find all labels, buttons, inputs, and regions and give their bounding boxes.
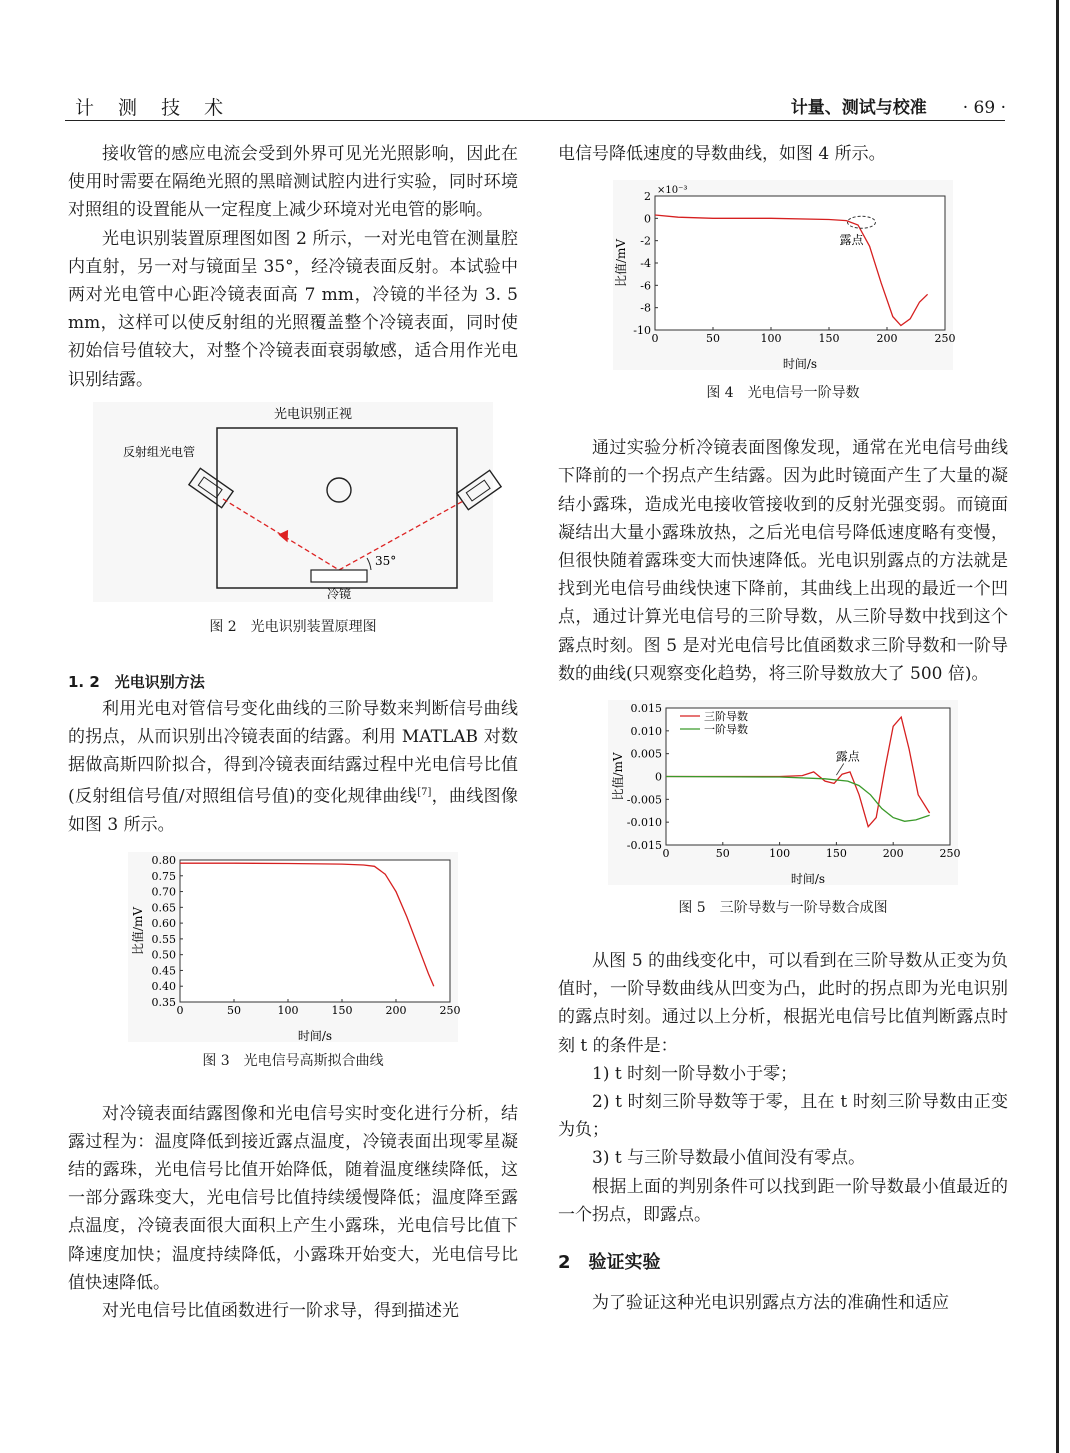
- running-header: [791, 93, 1006, 118]
- y-tick-label: 0: [644, 212, 651, 226]
- y-tick-label: 0.010: [630, 724, 662, 738]
- y-tick-label: -0.005: [626, 793, 662, 807]
- y-tick-label: 0.35: [151, 995, 176, 1009]
- paragraph: 从图 5 的曲线变化中，可以看到在三阶导数从正变为负值时，一阶导数曲线从凹变为凸，此时的拐点即为光电识别的露点时刻。通过以上分析，根据光电信号比值判断露点时刻 t 的条件是：: [558, 951, 1008, 1056]
- y-tick-label: 0.70: [151, 885, 176, 899]
- x-tick-label: 0: [662, 847, 670, 861]
- diagram-title: 光电识别正视: [273, 406, 353, 422]
- y-tick-label: -10: [633, 324, 651, 338]
- y-tick-label: 2: [644, 190, 651, 204]
- y-tick-label: 0.60: [151, 916, 176, 930]
- figure-3-chart: [128, 852, 461, 1043]
- y-tick-label: -6: [640, 279, 651, 293]
- legend-label-1: 一阶导数: [704, 723, 748, 737]
- x-tick-label: 100: [769, 847, 791, 861]
- condition-1: 1) t 时刻一阶导数小于零；: [592, 1063, 798, 1084]
- y-tick-label: -0.010: [626, 816, 662, 830]
- y-axis-label: 比值/mV: [131, 906, 145, 955]
- paragraph: 通过实验分析冷镜表面图像发现，通常在光电信号曲线下降前的一个拐点产生结露。因为此时镜面产生了大量的凝结小露珠，造成光电接收管接收到的反射光强变弱。而镜面凝结出大量小露珠放热，之后光电信号降低速度略有变慢，但很快随着露珠变大而快速降低。光电识别露点的方法就是找到光电信号曲线快速下降前，其曲线上出现的最近一个凹点，通过计算光电信号的三阶导数，从三阶导数中找到这个露点时刻。图 5 是对光电信号比值函数求三阶导数和一阶导数的曲线(只观察变化趋势，将三阶导数放大了 500 倍)。: [558, 438, 1008, 684]
- dew-point-label: 露点: [835, 749, 860, 764]
- legend-label-0: 三阶导数: [704, 710, 748, 724]
- cold-mirror: [311, 570, 367, 582]
- condition-2: 2) t 时刻三阶导数等于零，且在 t 时刻三阶导数由正变为负；: [558, 1092, 1008, 1141]
- paragraph: 根据上面的判别条件可以找到距一阶导数最小值最近的一个拐点，即露点。: [558, 1176, 1008, 1225]
- y-tick-label: -4: [640, 257, 651, 271]
- section-heading-1-2: 1. 2 光电识别方法: [68, 672, 205, 691]
- y-tick-label: 0.45: [151, 963, 176, 977]
- journal-name: 计 测 技 术: [75, 97, 233, 119]
- x-tick-label: 200: [385, 1003, 407, 1017]
- x-tick-label: 250: [934, 332, 956, 346]
- plot-area: [655, 196, 945, 330]
- paragraph: 为了验证这种光电识别露点方法的准确性和适应: [592, 1293, 949, 1314]
- paragraph: 接收管的感应电流会受到外界可见光光照影响，因此在使用时需要在隔绝光照的黑暗测试腔内进行实验，同时环境对照组的设置能从一定程度上减少环境对光电管的影响。: [68, 144, 518, 221]
- x-tick-label: 0: [176, 1003, 184, 1017]
- y-tick-label: 0.75: [151, 869, 176, 883]
- x-tick-label: 0: [651, 332, 659, 346]
- paragraph: 对冷镜表面结露图像和光电信号实时变化进行分析，结露过程为：温度降低到接近露点温度，冷镜表面出现零星凝结的露珠，光电信号比值开始降低，随着温度继续降低，这一部分露珠变大，光电信号比值持续缓慢降低；温度降至露点温度，冷镜表面很大面积上产生小露珠，光电信号比值下降速度加快；温度持续降低，小露珠开始变大，光电信号比值快速降低。: [68, 1103, 518, 1293]
- y-axis-label: 比值/mV: [614, 239, 628, 288]
- x-tick-label: 50: [706, 332, 720, 346]
- paragraph: 电信号降低速度的导数曲线，如图 4 所示。: [558, 144, 886, 164]
- figure-4-caption: 图 4 光电信号一阶导数: [706, 385, 860, 402]
- condition-3: 3) t 与三阶导数最小值间没有零点。: [592, 1148, 866, 1169]
- x-axis-label: 时间/s: [782, 357, 818, 372]
- x-tick-label: 200: [882, 847, 904, 861]
- x-tick-label: 200: [876, 332, 898, 346]
- citation: [7]: [417, 787, 432, 799]
- figure-2-caption: 图 2 光电识别装置原理图: [209, 618, 377, 635]
- page-number: · 69 ·: [962, 98, 1006, 118]
- x-tick-label: 250: [439, 1003, 461, 1017]
- left-column: [68, 140, 518, 1325]
- y-tick-label: 0.80: [151, 853, 176, 867]
- header-rule: [65, 120, 1005, 121]
- x-tick-label: 150: [818, 332, 840, 346]
- section-title: 计量、测试与校准: [790, 98, 927, 118]
- x-tick-label: 250: [939, 847, 961, 861]
- section-heading-2: 2 验证实验: [558, 1252, 661, 1274]
- angle-label: 35°: [375, 553, 397, 568]
- y-tick-label: 0.50: [151, 948, 176, 962]
- y-tick-label: 0.65: [151, 900, 176, 914]
- figure-3-caption: 图 3 光电信号高斯拟合曲线: [202, 1052, 384, 1069]
- figure-5-caption: 图 5 三阶导数与一阶导数合成图: [678, 900, 888, 917]
- x-tick-label: 50: [715, 847, 730, 861]
- x-tick-label: 100: [277, 1003, 299, 1017]
- figure-5-chart: [608, 700, 961, 887]
- tube-label: 反射组光电管: [123, 444, 196, 459]
- y-tick-label: 0: [655, 770, 662, 784]
- x-tick-label: 50: [227, 1003, 241, 1017]
- y-tick-label: 0.40: [151, 979, 176, 993]
- y-tick-label: -2: [640, 234, 651, 248]
- x-tick-label: 150: [825, 847, 847, 861]
- y-multiplier: ×10⁻³: [657, 185, 688, 197]
- y-tick-label: 0.015: [630, 702, 662, 716]
- x-tick-label: 100: [760, 332, 782, 346]
- paragraph: 对光电信号比值函数进行一阶求导，得到描述光: [102, 1300, 459, 1321]
- plot-area: [180, 860, 450, 1002]
- page-edge-line: [1056, 0, 1059, 1453]
- x-axis-label: 时间/s: [297, 1028, 333, 1043]
- figure-2-diagram: [93, 402, 493, 602]
- y-tick-label: -0.015: [626, 839, 662, 853]
- paragraph: 光电识别装置原理图如图 2 所示，一对光电管在测量腔内直射，另一对与镜面呈 35°，经冷镜表面反射。本试验中两对光电管中心距冷镜表面高 7 mm，冷镜的半径为 3. 5 mm，这样可以使反射组的光照覆盖整个冷镜表面，同时使初始信号值较大，对整个冷镜表面衰弱敏感，适合用作光电识别结露。: [68, 228, 518, 390]
- y-tick-label: -8: [640, 301, 651, 315]
- x-tick-label: 150: [331, 1003, 353, 1017]
- y-tick-label: 0.005: [630, 747, 662, 761]
- x-axis-label: 时间/s: [790, 872, 826, 887]
- y-tick-label: 0.55: [151, 932, 176, 946]
- dew-point-label: 露点: [839, 233, 864, 248]
- y-axis-label: 比值/mV: [611, 752, 625, 801]
- figure-4-chart: [613, 180, 956, 372]
- mirror-label: 冷镜: [326, 586, 352, 601]
- right-column: [558, 140, 1008, 1317]
- paragraph: 利用光电对管信号变化曲线的三阶导数来判断信号曲线的拐点，从而识别出冷镜表面的结露。利用 MATLAB 对数据做高斯四阶拟合，得到冷镜表面结露过程中光电信号比值(反射组信号值/对照组信号值)的变化规律曲线[7]，曲线图像如图 3 所示。: [68, 698, 518, 836]
